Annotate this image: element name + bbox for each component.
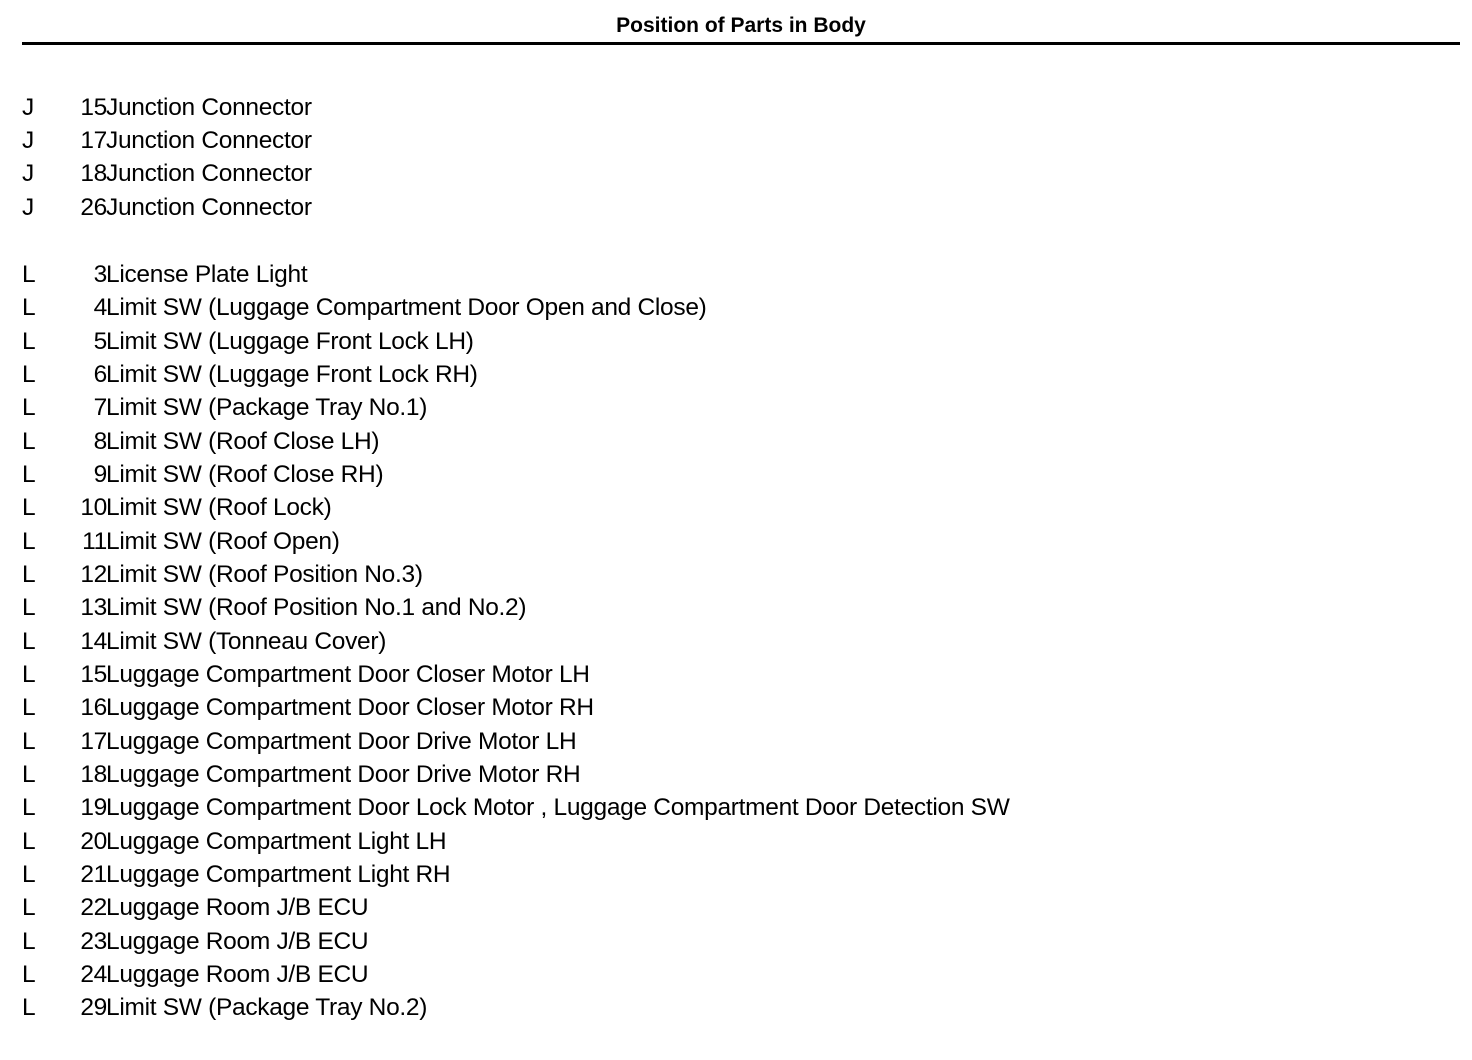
part-letter: L xyxy=(22,794,36,821)
part-number: 9 xyxy=(93,461,107,488)
part-name: Luggage Compartment Door Drive Motor LH xyxy=(106,728,577,755)
part-number: 26 xyxy=(80,194,107,221)
part-row xyxy=(22,124,1122,157)
part-row xyxy=(22,958,1122,991)
part-row xyxy=(22,391,1122,424)
part-number: 21 xyxy=(80,861,107,888)
part-letter: L xyxy=(22,494,36,521)
part-row xyxy=(22,157,1122,190)
part-row xyxy=(22,725,1122,758)
part-row xyxy=(22,325,1122,358)
part-name: Luggage Compartment Light LH xyxy=(106,828,447,855)
part-number: 15 xyxy=(80,661,107,688)
part-number: 7 xyxy=(93,394,107,421)
part-name: Limit SW (Luggage Front Lock RH) xyxy=(106,361,478,388)
part-name: Luggage Compartment Door Lock Motor , Luggage Compartment Door Detection SW xyxy=(106,794,1010,821)
part-letter: L xyxy=(22,828,36,855)
part-name: Luggage Compartment Light RH xyxy=(106,861,451,888)
part-name: Junction Connector xyxy=(106,127,312,154)
part-letter: L xyxy=(22,728,36,755)
part-number: 11 xyxy=(82,528,107,555)
part-number: 22 xyxy=(80,894,107,921)
part-name: Limit SW (Luggage Compartment Door Open and Close) xyxy=(106,294,707,321)
part-letter: L xyxy=(22,761,36,788)
part-number: 5 xyxy=(93,328,107,355)
part-letter: L xyxy=(22,961,36,988)
part-letter: L xyxy=(22,294,36,321)
part-number: 20 xyxy=(80,828,107,855)
part-name: Luggage Room J/B ECU xyxy=(106,961,369,988)
part-row xyxy=(22,191,1122,224)
part-letter: J xyxy=(22,160,34,187)
part-number: 15 xyxy=(80,94,107,121)
part-letter: L xyxy=(22,594,36,621)
part-name: Junction Connector xyxy=(106,94,312,121)
part-name: Limit SW (Luggage Front Lock LH) xyxy=(106,328,474,355)
part-letter: L xyxy=(22,528,36,555)
page-title: Position of Parts in Body xyxy=(616,14,866,37)
part-number: 12 xyxy=(80,561,107,588)
part-letter: L xyxy=(22,928,36,955)
part-letter: L xyxy=(22,694,36,721)
part-name: Luggage Compartment Door Closer Motor RH xyxy=(106,694,594,721)
part-number: 18 xyxy=(80,160,107,187)
part-letter: J xyxy=(22,94,34,121)
part-name: Limit SW (Package Tray No.2) xyxy=(106,994,428,1021)
part-letter: J xyxy=(22,127,34,154)
part-name: License Plate Light xyxy=(106,261,308,288)
part-row xyxy=(22,91,1122,124)
part-row xyxy=(22,891,1122,924)
part-letter: L xyxy=(22,394,36,421)
part-row xyxy=(22,758,1122,791)
part-name: Junction Connector xyxy=(106,194,312,221)
part-number: 29 xyxy=(80,994,107,1021)
part-letter: L xyxy=(22,328,36,355)
part-letter: L xyxy=(22,628,36,655)
part-row xyxy=(22,858,1122,891)
part-number: 14 xyxy=(80,628,107,655)
part-row xyxy=(22,791,1122,824)
part-letter: J xyxy=(22,194,34,221)
part-name: Limit SW (Roof Position No.3) xyxy=(106,561,423,588)
part-number: 19 xyxy=(80,794,107,821)
part-name: Luggage Room J/B ECU xyxy=(106,894,369,921)
part-name: Junction Connector xyxy=(106,160,312,187)
part-number: 16 xyxy=(80,694,107,721)
part-number: 13 xyxy=(80,594,107,621)
part-letter: L xyxy=(22,361,36,388)
part-name: Limit SW (Roof Open) xyxy=(106,528,340,555)
part-number: 23 xyxy=(80,928,107,955)
part-name: Luggage Room J/B ECU xyxy=(106,928,369,955)
part-name: Luggage Compartment Door Drive Motor RH xyxy=(106,761,581,788)
part-name: Limit SW (Package Tray No.1) xyxy=(106,394,428,421)
parts-list xyxy=(22,0,1422,1060)
part-number: 17 xyxy=(80,728,107,755)
part-letter: L xyxy=(22,661,36,688)
part-letter: L xyxy=(22,461,36,488)
part-letter: L xyxy=(22,561,36,588)
part-letter: L xyxy=(22,994,36,1021)
part-row xyxy=(22,291,1122,324)
part-number: 18 xyxy=(80,761,107,788)
part-number: 24 xyxy=(80,961,107,988)
part-name: Limit SW (Roof Position No.1 and No.2) xyxy=(106,594,527,621)
part-letter: L xyxy=(22,261,36,288)
part-row xyxy=(22,591,1122,624)
part-row xyxy=(22,658,1122,691)
part-letter: L xyxy=(22,861,36,888)
part-name: Limit SW (Roof Close RH) xyxy=(106,461,384,488)
part-row xyxy=(22,825,1122,858)
part-name: Limit SW (Tonneau Cover) xyxy=(106,628,387,655)
part-row xyxy=(22,491,1122,524)
part-number: 6 xyxy=(93,361,107,388)
part-row xyxy=(22,625,1122,658)
part-number: 10 xyxy=(80,494,107,521)
part-row xyxy=(22,258,1122,291)
part-number: 17 xyxy=(80,127,107,154)
part-number: 4 xyxy=(93,294,107,321)
part-row xyxy=(22,925,1122,958)
part-name: Limit SW (Roof Close LH) xyxy=(106,428,380,455)
part-number: 8 xyxy=(93,428,107,455)
part-row xyxy=(22,558,1122,591)
part-letter: L xyxy=(22,894,36,921)
part-number: 3 xyxy=(93,261,107,288)
part-row xyxy=(22,358,1122,391)
part-name: Limit SW (Roof Lock) xyxy=(106,494,332,521)
part-row xyxy=(22,425,1122,458)
part-row xyxy=(22,691,1122,724)
part-row xyxy=(22,458,1122,491)
part-row xyxy=(22,991,1122,1024)
part-letter: L xyxy=(22,428,36,455)
part-name: Luggage Compartment Door Closer Motor LH xyxy=(106,661,590,688)
part-row xyxy=(22,525,1122,558)
